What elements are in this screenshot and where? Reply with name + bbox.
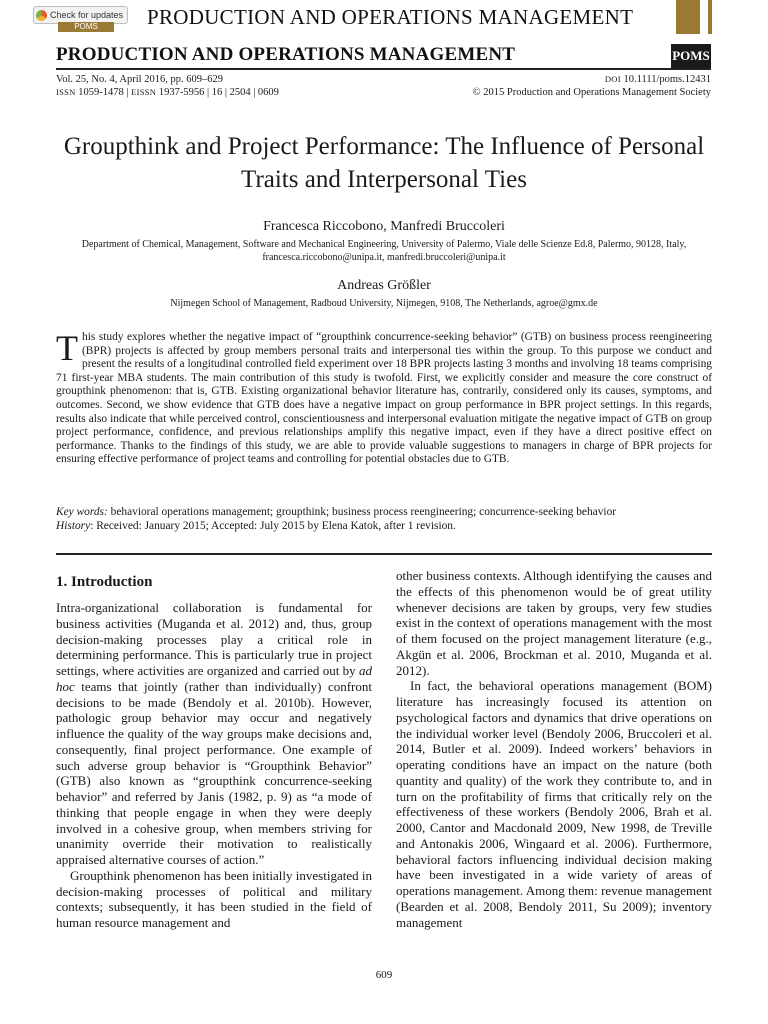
paragraph: In fact, the behavioral operations management (BOM) literature has increasingly focused its attention on psychological factors and dynamics that drive operations on the individual worker level (Bendoly 2006, Bruccoleri et al. 2014, Butler et al. 2009). Indeed workers’ behaviors in operating conditions have an impact on the nature (both quantity and quality) of the work they contribute to, and in turn on the profitability of firms that critically rely on the effectiveness of these workers (Bendoly 2006, Brah et al. 2000, Cantor and Macdonald 2009, New 1998, de Treville and Antonakis 2006, Wingaard et al. 2006). Furthermore, behavioral factors influencing individual decision making have been investigated in a wide variety of areas of operations management. Among them: revenue management (Bearden et al. 2008, Bendoly 2011, Su 2009); inventory management (396, 678, 712, 930)
journal-meta-right (473, 73, 711, 99)
keywords-block (56, 505, 712, 533)
copyright-line: © 2015 Production and Operations Management Society (472, 87, 711, 98)
gold-accent-bar (676, 0, 700, 34)
body-column-left (56, 568, 372, 931)
history-line (56, 519, 712, 533)
paragraph: Groupthink phenomenon has been initially investigated in decision-making processes of political and military contexts; subsequently, it has been studied in the field of human resource management and (56, 867, 372, 930)
abstract (56, 328, 712, 467)
journal-meta-left (56, 73, 279, 99)
paragraph: other business contexts. Although identifying the causes and the effects of this phenomenon would be of great utility whenever decisions are taken by groups, very few studies exist in the context of operations management with the most of them focused on the project management literature (e.g., Akgün et al. 2006, Brockman et al. 2010, Muganda et al. 2012). (396, 568, 712, 678)
paragraph-italic: ad hoc (56, 663, 372, 694)
authors-group-2: Andreas Größler (337, 278, 431, 293)
volume-line: Vol. 25, No. 4, April 2016, pp. 609–629 (56, 74, 223, 85)
doi-line[interactable] (473, 73, 711, 86)
issn-line: ISSN 1059-1478 | EISSN 1937-5956 | 16 | 2504 | 0609 (56, 87, 279, 98)
eissn-value: 1937-5956 (158, 87, 205, 98)
authors-group-1: Francesca Riccobono, Manfredi Bruccoleri (263, 219, 505, 234)
abstract-dropcap: T (56, 328, 78, 368)
body-column-right (396, 568, 712, 930)
doi-value[interactable]: 10.1111/poms.12431 (623, 74, 711, 85)
running-header (0, 0, 768, 34)
affiliation-1: Department of Chemical, Management, Software and Mechanical Engineering, University of Palermo, Viale delle Scienze Ed.8, Palermo, 90128, Italy, francesca.riccobono@unipa.it, manfredi.bruccoleri@unipa.it (81, 239, 687, 263)
paragraph-text: teams that jointly (rather than individually) confront decisions to be made (Bendoly et al. 2010b). However, pathologic group behavior may occur and negatively influence the quality of the way groups make decisions and, consequently, final project performance. One example of such adverse group behavior is “Groupthink Behavior” (GTB) also known as “groupthink concurrence-seeking behavior” and referred by Janis (1982, p. 9) as “a mode of thinking that people engage in when they were deeply involved in a cohesive group, when members striving for unanimity override their motivation to realistically appraised alternative courses of action.” (56, 678, 372, 867)
affiliation-2: Nijmegen School of Management, Radboud University, Nijmegen, 9108, The Netherlands, agroe@gmx.de (170, 298, 598, 309)
issn-value: 1059-1478 (78, 87, 124, 98)
paper-title: Groupthink and Project Performance: The Influence of Personal Traits and Interpersonal Ties (63, 133, 705, 193)
id-codes: 16 | 2504 | 0609 (211, 87, 279, 98)
running-head-logo: POMS (58, 22, 114, 32)
keywords-line (56, 505, 712, 519)
header-rule (56, 68, 711, 70)
history-label: History (56, 520, 91, 532)
journal-name: PRODUCTION AND OPERATIONS MANAGEMENT (56, 44, 516, 65)
check-for-updates-label: Check for updates (50, 10, 124, 20)
abstract-text: his study explores whether the negative impact of “groupthink concurrence-seeking behavior” (GTB) on business process reengineering (BPR) projects is affected by group members personal traits and interpersonal ties within the group. To this purpose we conduct and present the results of a longitudinal controlled field experiment over 18 BPR projects lasting 3 months and involving 18 teams comprising 71 first-year MBA students. The main contribution of this study is twofold. First, we explicitly consider and measure the core construct of groupthink phenomenon: that is, GTB. Existing organizational behavior literature has, contrarily, considered only its causes, symptoms, and outcomes. Second, we show evidence that GTB does have a negative impact on group performance in BPR project settings. In this regards, results also indicate that while perceived control, conscientiousness and interpersonal evaluation mitigate the negative impact of GTB on group project performance, confidence, and previous relationships amplify this negative impact, even if they have a direct positive effect on performance. Thanks to the findings of this study, we are able to provide valuable suggestions to managers in charge of BPR projects for ensuring effective performance of project teams and controlling for potential obstacles due to GTB. (56, 331, 712, 466)
keywords-text: behavioral operations management; groupthink; business process reengineering; concurrence-seeking behavior (107, 506, 617, 518)
section-heading: 1. Introduction (56, 574, 153, 590)
running-head-title: PRODUCTION AND OPERATIONS MANAGEMENT (147, 5, 634, 29)
issn-label: ISSN (56, 87, 76, 97)
paragraph (56, 600, 372, 868)
keywords-label: Key words: (56, 506, 108, 518)
poms-logo: POMS (671, 44, 711, 68)
crossmark-icon (36, 10, 47, 21)
gold-accent-stripe (708, 0, 712, 34)
abstract-rule (56, 553, 712, 555)
doi-label: DOI (604, 74, 621, 84)
page-number: 609 (375, 969, 393, 981)
eissn-label: EISSN (131, 87, 157, 97)
paragraph-text: Intra-organizational collaboration is fundamental for business activities (Muganda et al. 2012) and, thus, group decision-making processes play a critical role in determining performance. This is particularly true in project settings, where activities are organized and carried out by (56, 600, 372, 678)
history-text: : Received: January 2015; Accepted: July 2015 by Elena Katok, after 1 revision. (90, 520, 456, 532)
